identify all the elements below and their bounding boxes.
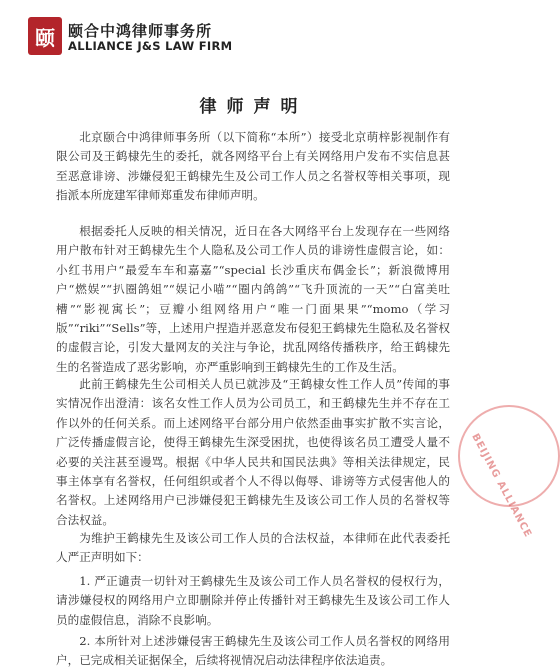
firm-name-cn: 颐合中鸿律师事务所 <box>68 22 213 40</box>
firm-name-en: ALLIANCE J&S LAW FIRM <box>68 39 233 53</box>
paragraph-declaration: 为维护王鹤棣先生及该公司工作人员的合法权益，本律师在此代表委托人严正声明如下： <box>56 531 450 565</box>
paragraph-intro: 北京颐合中鸿律师事务所（以下简称“本所”）接受北京萌梓影视制作有限公司及王鹤棣先生的委托，就各网络平台上有关网络用户发布不实信息甚至恶意诽谤、涉嫌侵犯王鹤棣先生及公司工作人员之名誉权等相关事项，现指派本所庞建军律师郑重发布律师声明。 <box>56 130 450 203</box>
paragraph-clarification: 此前王鹤棣先生公司相关人员已就涉及“王鹤棣女性工作人员”传闻的事实情况作出澄清：该名女性工作人员为公司员工，和王鹤棣先生并不存在工作以外的任何关系。而上述网络平台部分用户依然歪曲事实扩散不实言论，广泛传播虚假言论，使得王鹤棣先生深受困扰，也使得该名员工遭受人量不必要的关注甚至谩骂。根据《中华人民共和国民法典》等相关法律规定，民事主体享有名誉权，任何组织或者个人不得以侮辱、诽谤等方式侵害他人的名誉权。上述网络用户已涉嫌侵犯王鹤棣先生及该公司工作人员的名誉权等合法权益。 <box>56 377 450 527</box>
firm-logo <box>28 17 62 55</box>
logo-glyph: 颐 <box>35 25 55 50</box>
document-title: 律师声明 <box>199 97 308 117</box>
declaration-item-1: 1. 严正谴责一切针对王鹤棣先生及该公司工作人员名誉权的侵权行为，请涉嫌侵权的网络用户立即删除并停止传播针对王鹤棣先生及该公司工作人员的虚假信息，消除不良影响。 <box>56 574 450 627</box>
seal-text: BEIJING ALLIANCE <box>469 432 534 540</box>
paragraph-situation: 根据委托人反映的相关情况，近日在各大网络平台上发现存在一些网络用户散布针对王鹤棣先生个人隐私及公司工作人员的诽谤性虚假言论，如：小红书用户“最爱车车和嘉嘉”“special 长沙重庆布偶金长”；新浪微博用户“燃娱”“扒圈鸽姐”“娱记小喵”“圈内鸽鸽”“飞升顶流的一天”“白富美吐槽”“影视寓长”；豆瓣小组网络用户“唯一门面果果”“momo（学习版”“riki”“Sells”等，上述用户捏造并恶意发布侵犯王鹤棣先生隐私及名誉权的虚假言论，引发大量网友的关注与争论，扰乱网络传播秩序，给王鹤棣先生的名誉造成了恶劣影响，亦严重影响到王鹤棣先生的工作及生活。 <box>56 224 450 374</box>
declaration-item-2: 2. 本所针对上述涉嫌侵害王鹤棣先生及该公司工作人员名誉权的网络用户，已完成相关证据保全，后续将视情况启动法律程序依法追责。 <box>56 634 450 668</box>
